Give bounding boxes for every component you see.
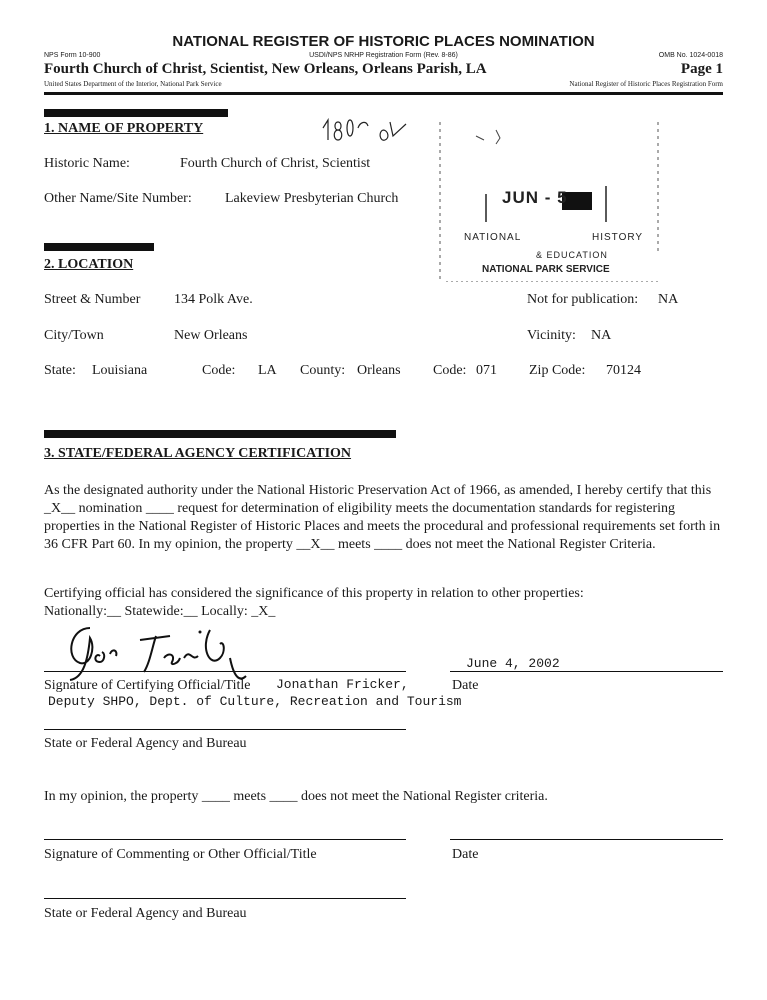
official-name: Jonathan Fricker, — [276, 677, 409, 692]
section3-heading: 3. STATE/FEDERAL AGENCY CERTIFICATION — [44, 446, 352, 461]
agency-label: State or Federal Agency and Bureau — [44, 736, 247, 751]
header-divider — [44, 92, 723, 95]
commenting-date-label: Date — [452, 847, 479, 862]
department-line: United States Department of the Interior, National Park Service — [44, 80, 222, 88]
certification-date-value: June 4, 2002 — [466, 656, 560, 671]
section2-bar — [44, 243, 154, 251]
not-for-publication-value: NA — [658, 292, 679, 307]
section2-heading: 2. LOCATION — [44, 257, 134, 272]
significance-statement: Certifying official has considered the significance of this property in relation to other properties: — [44, 586, 584, 601]
county-value: Orleans — [357, 363, 401, 378]
official-title: Deputy SHPO, Dept. of Culture, Recreation and Tourism — [48, 694, 462, 709]
county-code-value: 071 — [476, 363, 497, 378]
date-line — [450, 671, 723, 672]
state-code-value: LA — [258, 363, 277, 378]
state-value: Louisiana — [92, 363, 148, 378]
handwritten-note — [318, 108, 418, 148]
opinion-statement: In my opinion, the property ____ meets ____ does not meet the National Register criteria. — [44, 789, 548, 804]
county-label: County: — [300, 363, 346, 378]
stamp-date: JUN - 5 — [502, 188, 568, 207]
property-title: Fourth Church of Christ, Scientist, New Orleans, Orleans Parish, LA — [44, 61, 487, 77]
received-stamp — [436, 122, 662, 282]
omb-number: OMB No. 1024-0018 — [658, 52, 723, 59]
city-label: City/Town — [44, 328, 104, 343]
page-number: Page 1 — [680, 61, 723, 77]
historic-name-label: Historic Name: — [44, 156, 130, 171]
street-value: 134 Polk Ave. — [174, 292, 253, 307]
stamp-line-education: & EDUCATION — [536, 250, 608, 260]
state-label: State: — [44, 363, 76, 378]
zip-label: Zip Code: — [529, 363, 586, 378]
section3-bar — [44, 430, 396, 438]
form-number: NPS Form 10-900 — [44, 52, 101, 59]
section1-heading: 1. NAME OF PROPERTY — [44, 121, 204, 136]
agency-label-2: State or Federal Agency and Bureau — [44, 906, 247, 921]
vicinity-value: NA — [591, 328, 612, 343]
stamp-line-history: HISTORY — [592, 232, 644, 243]
agency-line — [44, 729, 406, 730]
other-name-label: Other Name/Site Number: — [44, 191, 192, 206]
registration-form-name: National Register of Historic Places Registration Form — [569, 80, 723, 88]
commenting-signature-line — [44, 839, 406, 840]
historic-name-value: Fourth Church of Christ, Scientist — [180, 156, 371, 171]
date-label: Date — [452, 678, 479, 693]
vicinity-label: Vicinity: — [527, 328, 576, 343]
stamp-line-national: NATIONAL — [464, 232, 522, 243]
other-name-value: Lakeview Presbyterian Church — [225, 191, 399, 206]
zip-value: 70124 — [606, 363, 641, 378]
city-value: New Orleans — [174, 328, 248, 343]
commenting-signature-label: Signature of Commenting or Other Official/Title — [44, 847, 317, 862]
form-main-title: NATIONAL REGISTER OF HISTORIC PLACES NOMINATION — [172, 33, 595, 50]
state-code-label: Code: — [202, 363, 236, 378]
street-label: Street & Number — [44, 292, 141, 307]
county-code-label: Code: — [433, 363, 467, 378]
signature-line — [44, 671, 406, 672]
commenting-date-line — [450, 839, 723, 840]
signature-label: Signature of Certifying Official/Title — [44, 678, 251, 693]
significance-levels: Nationally:__ Statewide:__ Locally: _X_ — [44, 604, 276, 619]
stamp-line-nps: NATIONAL PARK SERVICE — [482, 264, 610, 275]
certification-paragraph: As the designated authority under the National Historic Preservation Act of 1966, as amended, I hereby certify that this _X__ nomination ____ request for determination of eligibility meets the documentation standards for registering properties in the National Register of Historic Places and meets the procedural and professional requirements set forth in 36 CFR Part 60. In my opinion, the property __X__ meets ____ does not meet the National Register Criteria. — [44, 483, 721, 552]
not-for-publication-label: Not for publication: — [527, 292, 639, 307]
agency-line-2 — [44, 898, 406, 899]
registration-form-rev: USDI/NPS NRHP Registration Form (Rev. 8-86) — [309, 52, 458, 59]
section1-bar — [44, 109, 228, 117]
